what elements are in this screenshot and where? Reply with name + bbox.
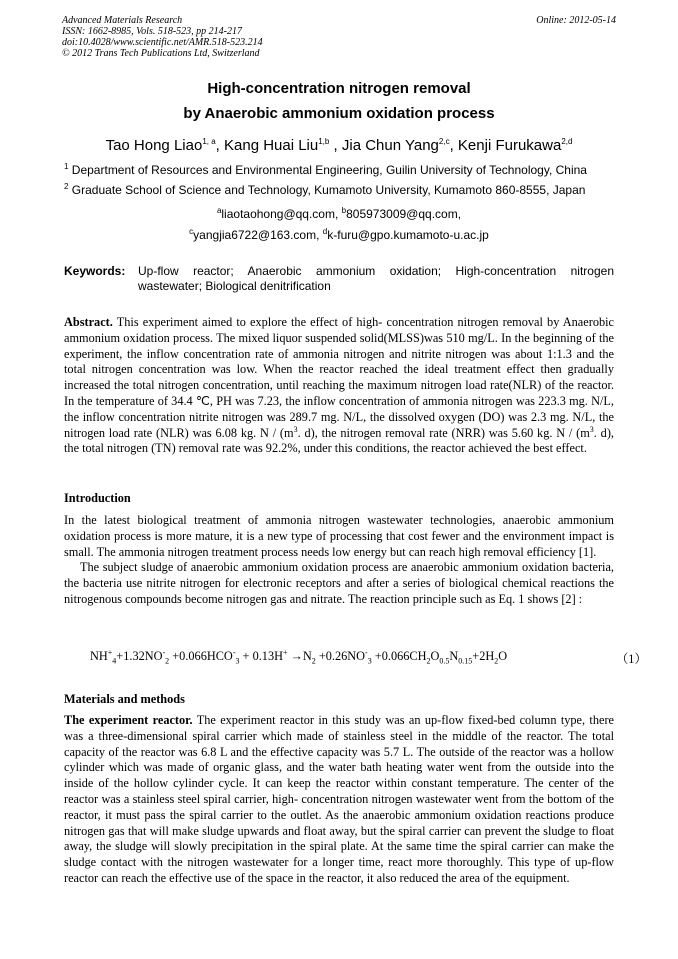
- paper-title-line-1: High-concentration nitrogen removal: [207, 80, 471, 97]
- methods-text: The experiment reactor in this study was an up-flow fixed-bed column type, there was a three-dimensional spiral carrier which made of stainless steel in the middle of the reactor. The total capacity of the reactor was 6.8 L and the effective capacity was 5.7 L. The outside of the reactor was a hollow cylinder which was made of organic glass, and the water bath heating water went from the outside into the inside of the hollow cylinder cycle. It can keep the reactor within constant temperature. The center of the reactor was a stainless steel spiral carrier, high- concentration nitrogen wastewater went from the bottom of the reactor, it must pass the spiral carrier to the outlet. As the anaerobic ammonium oxidation reactions produce nitrogen gas that will make sludge upwards and float away, but the spiral carrier can prevent the sludge to float away, the sludge will slowly precipitation in the spiral plate. At the same time the spiral carrier can make the sludge contact with the nitrogen wastewater for a longer time, react more thoroughly. This type of up-flow reactor can reach the effective use of the space in the reactor, it also reduced the area of the equipment.: [64, 713, 614, 885]
- keywords-block: [64, 264, 614, 294]
- author-name: Kang Huai Liu: [224, 137, 319, 154]
- email-address: k-furu@gpo.kumamoto-u.ac.jp: [327, 228, 489, 242]
- email-mark: c: [189, 227, 194, 236]
- abstract-text: This experiment aimed to explore the effect of high- concentration nitrogen removal by Anaerobic ammonium oxidation process. The mixed liquor suspended solid(MLSS)was 510 mg/L. In the beginning of the experiment, the inflow concentration rate of ammonia nitrogen and nitrite nitrogen was about 1:1.3 and the total nitrogen concentration was low. When the reactor reached the ideal treatment effect then gradually increased the total nitrogen concentration, until reaching the maximum nitrogen load rate(NLR) of the reactor. In the temperature of 34.4 ℃, PH was 7.23, the inflow concentration of ammonia nitrogen was 223.3 mg. N/L, the inflow concentration nitrite nitrogen was 289.7 mg. N/L, the dissolved oxygen (DO) was 2.3 mg. N/L, the nitrogen load rate (NLR) was 6.08 kg. N / (m: [64, 315, 614, 440]
- keywords-label: Keywords:: [64, 264, 126, 278]
- eq-sub: 2: [494, 656, 499, 666]
- eq-text: O: [498, 649, 508, 663]
- abstract-text: . d), the total nitrogen (TN) removal rate was 92.2%, under this conditions, the reactor achieved the best effect.: [64, 425, 614, 456]
- email-mark: a: [216, 206, 222, 215]
- author-affil-mark: 1, a: [202, 137, 216, 146]
- keywords-text: Up-flow reactor; Anaerobic ammonium oxidation; High-concentration nitrogen wastewater; Biological denitrification: [138, 264, 614, 293]
- email-address: yangjia6722@163.com,: [193, 228, 323, 242]
- eq-sup: -: [365, 647, 368, 657]
- copyright-line: © 2012 Trans Tech Publications Ltd, Switzerland: [62, 48, 260, 59]
- author-list: [0, 137, 678, 154]
- eq-sup: +: [282, 647, 288, 657]
- eq-sup: +: [107, 647, 113, 657]
- affiliation-text: Graduate School of Science and Technology, Kumamoto University, Kumamoto 860-8555, Japan: [71, 183, 586, 197]
- equation-number: （1）: [616, 652, 647, 666]
- eq-text: +0.26NO: [315, 649, 366, 663]
- email-mark: b: [341, 206, 347, 215]
- eq-sub: 3: [367, 656, 372, 666]
- eq-sub: 4: [112, 656, 117, 666]
- paper-title-line-2: by Anaerobic ammonium oxidation process: [183, 105, 495, 122]
- eq-text: +0.066HCO: [169, 649, 233, 663]
- author-separator: ,: [329, 137, 342, 154]
- eq-text: N: [449, 649, 459, 663]
- methods-body: [64, 713, 614, 887]
- eq-sub: 0.5: [439, 656, 450, 666]
- author-name: Kenji Furukawa: [457, 137, 562, 154]
- paragraph: The subject sludge of anaerobic ammonium oxidation process are anaerobic ammonium oxidation bacteria, the bacteria use nitrite nitrogen for electronic receptors and after a series of biological chemical reactions the nitrogenous compounds become nitrogen gas and nitrate. The reaction principle such as Eq. 1 shows [2] :: [64, 560, 614, 606]
- author-separator: ,: [449, 137, 458, 154]
- eq-text: →N: [287, 649, 312, 663]
- email-mark: d: [322, 227, 328, 236]
- affiliation-2: [64, 183, 620, 197]
- eq-sub: 0.15: [458, 656, 473, 666]
- author-affil-mark: 1,b: [318, 137, 330, 146]
- subsection-label: The experiment reactor.: [64, 713, 193, 727]
- author-affil-mark: 2,c: [438, 137, 450, 146]
- affiliation-text: Department of Resources and Environmental Engineering, Guilin University of Technology, China: [71, 163, 587, 177]
- email-address: liaotaohong@qq.com,: [221, 207, 342, 221]
- eq-sub: 3: [235, 656, 240, 666]
- author-separator: ,: [215, 137, 224, 154]
- issn-line: ISSN: 1662-8985, Vols. 518-523, pp 214-217: [62, 26, 242, 37]
- eq-sup: -: [162, 647, 166, 657]
- eq-sup: -: [232, 647, 236, 657]
- eq-text: O: [430, 649, 440, 663]
- introduction-body: [64, 513, 614, 608]
- eq-text: NH: [90, 649, 108, 663]
- abstract: [64, 315, 614, 457]
- eq-text: +2H: [472, 649, 495, 663]
- abstract-text: . d), the nitrogen removal rate (NRR) was 5.60 kg. N / (m: [297, 425, 590, 440]
- affiliation-1: [64, 163, 620, 177]
- superscript: 3: [293, 424, 298, 434]
- email-line-1: [0, 207, 678, 221]
- affiliation-number: 2: [64, 182, 69, 191]
- journal-name: Advanced Materials Research: [62, 15, 183, 26]
- eq-sub: 2: [426, 656, 431, 666]
- email-address: 805973009@qq.com,: [346, 207, 462, 221]
- author-name: Tao Hong Liao: [105, 137, 203, 154]
- online-date: Online: 2012-05-14: [536, 15, 616, 26]
- eq-sub: 2: [311, 656, 316, 666]
- doi-line: doi:10.4028/www.scientific.net/AMR.518-523.214: [62, 37, 263, 48]
- eq-text: +0.066CH: [371, 649, 427, 663]
- eq-sub: 2: [165, 656, 170, 666]
- methods-heading: Materials and methods: [64, 692, 185, 706]
- eq-text: +1.32NO: [116, 649, 163, 663]
- email-line-2: [0, 228, 678, 242]
- paragraph: In the latest biological treatment of ammonia nitrogen wastewater technologies, anaerobic ammonium oxidation process is more mature, it is a new type of processing that cost fewer and the environment impact is small. The ammonia nitrogen treatment process needs low energy but can reach high removal efficiency [1].: [64, 513, 614, 559]
- eq-text: + 0.13H: [239, 649, 283, 663]
- superscript: 3: [589, 424, 594, 434]
- author-name: Jia Chun Yang: [341, 137, 439, 154]
- affiliation-number: 1: [64, 162, 69, 171]
- introduction-heading: Introduction: [64, 491, 131, 505]
- journal-header: [62, 15, 263, 59]
- equation-1: [90, 649, 640, 664]
- author-affil-mark: 2,d: [561, 137, 573, 146]
- abstract-label: Abstract.: [64, 315, 113, 329]
